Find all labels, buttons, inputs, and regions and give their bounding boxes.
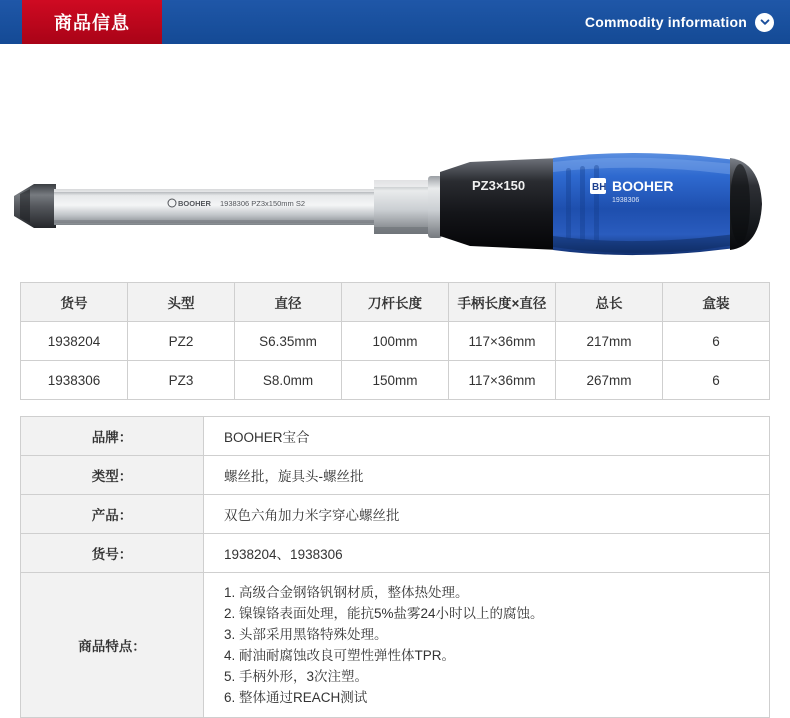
column-header-diameter: 直径 bbox=[235, 283, 342, 322]
svg-text:1938306 PZ3x150mm S2: 1938306 PZ3x150mm S2 bbox=[220, 199, 306, 208]
header-en-title: Commodity information bbox=[584, 14, 747, 30]
page-header bbox=[0, 0, 790, 44]
info-row-features bbox=[21, 573, 770, 718]
header-cn-title: 商品信息 bbox=[54, 13, 130, 33]
column-header-head-type: 头型 bbox=[128, 283, 235, 322]
cell-item-no: 1938306 bbox=[21, 361, 128, 400]
info-label-product: 产品： bbox=[21, 495, 204, 534]
info-label-features: 商品特点： bbox=[21, 573, 204, 718]
info-label-item-no: 货号： bbox=[21, 534, 204, 573]
cell-box-qty: 6 bbox=[663, 322, 770, 361]
column-header-box-qty: 盒装 bbox=[663, 283, 770, 322]
column-header-item-no: 货号 bbox=[21, 283, 128, 322]
info-value-product: 双色六角加力米字穿心螺丝批 bbox=[204, 495, 770, 534]
list-item: 1. 高级合金钢铬钒钢材质，整体热处理。 bbox=[224, 585, 469, 600]
info-value-brand: BOOHER宝合 bbox=[204, 417, 770, 456]
table-row bbox=[21, 322, 770, 361]
list-item: 5. 手柄外形，3次注塑。 bbox=[224, 669, 369, 684]
cell-total-length: 267mm bbox=[556, 361, 663, 400]
chevron-down-circle-icon[interactable] bbox=[755, 13, 774, 32]
info-label-type: 类型： bbox=[21, 456, 204, 495]
features-list bbox=[224, 582, 757, 708]
header-right-group bbox=[585, 0, 774, 44]
info-value-features bbox=[204, 573, 770, 718]
svg-text:BH: BH bbox=[592, 182, 607, 193]
cell-item-no: 1938204 bbox=[21, 322, 128, 361]
screwdriver-illustration bbox=[0, 44, 790, 274]
list-item: 6. 整体通过REACH测试 bbox=[224, 690, 368, 705]
cell-head-type: PZ2 bbox=[128, 322, 235, 361]
column-header-blade-length: 刀杆长度 bbox=[342, 283, 449, 322]
cell-box-qty: 6 bbox=[663, 361, 770, 400]
product-info-table bbox=[20, 416, 770, 718]
specification-table bbox=[20, 282, 770, 400]
list-item: 2. 镍镍铬表面处理，能抗5%盐雾24小时以上的腐蚀。 bbox=[224, 606, 544, 621]
info-row-product bbox=[21, 495, 770, 534]
product-image bbox=[0, 44, 790, 274]
cell-head-type: PZ3 bbox=[128, 361, 235, 400]
info-value-item-no: 1938204、1938306 bbox=[204, 534, 770, 573]
column-header-total-length: 总长 bbox=[556, 283, 663, 322]
svg-text:BOOHER: BOOHER bbox=[178, 199, 211, 208]
table-header-row bbox=[21, 283, 770, 322]
header-cn-badge bbox=[22, 0, 162, 44]
column-header-handle-size: 手柄长度×直径 bbox=[449, 283, 556, 322]
cell-diameter: S6.35mm bbox=[235, 322, 342, 361]
list-item: 4. 耐油耐腐蚀改良可塑性弹性体TPR。 bbox=[224, 648, 456, 663]
svg-text:BOOHER: BOOHER bbox=[612, 178, 674, 194]
info-row-type bbox=[21, 456, 770, 495]
cell-blade-length: 100mm bbox=[342, 322, 449, 361]
table-row bbox=[21, 361, 770, 400]
info-row-item-no bbox=[21, 534, 770, 573]
cell-blade-length: 150mm bbox=[342, 361, 449, 400]
cell-diameter: S8.0mm bbox=[235, 361, 342, 400]
cell-handle-size: 117×36mm bbox=[449, 322, 556, 361]
cell-total-length: 217mm bbox=[556, 322, 663, 361]
list-item: 3. 头部采用黑铬特殊处理。 bbox=[224, 627, 388, 642]
info-label-brand: 品牌： bbox=[21, 417, 204, 456]
svg-text:PZ3×150: PZ3×150 bbox=[472, 178, 526, 193]
cell-handle-size: 117×36mm bbox=[449, 361, 556, 400]
info-row-brand bbox=[21, 417, 770, 456]
info-value-type: 螺丝批，旋具头-螺丝批 bbox=[204, 456, 770, 495]
svg-text:1938306: 1938306 bbox=[612, 197, 640, 204]
